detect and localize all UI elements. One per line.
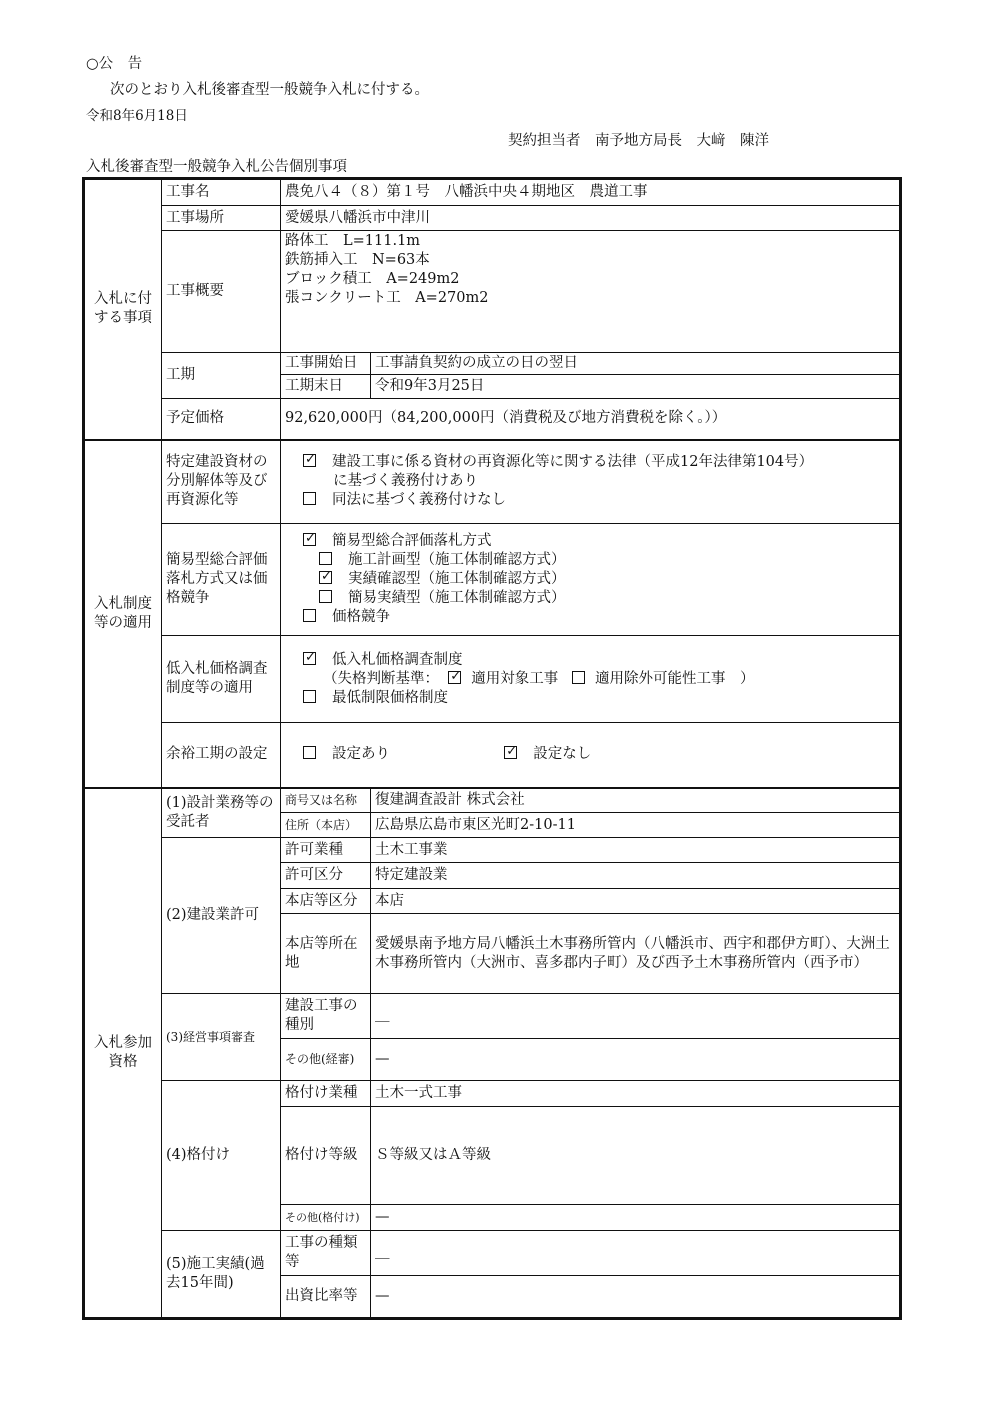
end-date-value: 令和9年3月25日 xyxy=(371,375,900,399)
rank-type-label: 格付け業種 xyxy=(281,1081,371,1107)
contract-officer: 契約担当者 南予地方局長 大﨑 陳洋 xyxy=(508,133,769,149)
eval-sub3-label: 簡易実績型（施工体制確認方式） xyxy=(348,590,566,606)
rank-type-value: 土木一式工事 xyxy=(371,1081,900,1107)
record-type-value: ＿ xyxy=(371,1231,900,1276)
low-sub-b-label: 適用除外可能性工事 ） xyxy=(595,670,755,687)
notice-intro: 次のとおり入札後審査型一般競争入札に付する。 xyxy=(110,82,429,98)
work-period-label: 工期 xyxy=(162,353,281,399)
designer-label: (1)設計業務等の受託者 xyxy=(162,788,281,838)
low-sub-a-label: 適用対象工事 xyxy=(471,670,559,687)
trade-name-label: 商号又は名称 xyxy=(281,788,371,813)
audit-other-value: — xyxy=(371,1039,900,1081)
notice-label: ○公 告 xyxy=(86,56,143,72)
address-value: 広島県広島市東区光町2-10-11 xyxy=(371,813,900,838)
work-place-label: 工事場所 xyxy=(162,206,281,231)
planned-price-label: 予定価格 xyxy=(162,399,281,440)
eval-sub2-label: 実績確認型（施工体制確認方式） xyxy=(348,571,566,587)
license-type-label: 許可業種 xyxy=(281,838,371,863)
eval-sub1-checkbox[interactable] xyxy=(319,552,332,565)
end-date-label: 工期末日 xyxy=(281,375,371,399)
audit-type-value: ＿ xyxy=(371,994,900,1039)
low-sub-a-checkbox[interactable] xyxy=(448,671,461,684)
low-sub-b-checkbox[interactable] xyxy=(572,671,585,684)
eval-sub1-label: 施工計画型（施工体制確認方式） xyxy=(348,552,566,568)
eval-opt1-checkbox[interactable] xyxy=(303,533,316,546)
start-date-value: 工事請負契約の成立の日の翌日 xyxy=(371,353,900,375)
recycle-opt1-checkbox[interactable] xyxy=(303,454,316,467)
summary-line: ブロック積工 A=249m2 xyxy=(285,271,460,287)
record-label: (5)施工実績(過去15年間) xyxy=(162,1231,281,1318)
rank-other-label: その他(格付け) xyxy=(281,1205,371,1231)
recycle-opt2-label: 同法に基づく義務付けなし xyxy=(332,492,506,509)
audit-label: (3)経営事項審査 xyxy=(162,994,281,1081)
rank-grade-label: 格付け等級 xyxy=(281,1107,371,1205)
recycle-options xyxy=(281,440,900,524)
record-type-label: 工事の種類等 xyxy=(281,1231,371,1276)
spare-opt1-label: 設定あり xyxy=(332,746,390,763)
work-name-label: 工事名 xyxy=(162,180,281,206)
audit-other-label: その他(経審) xyxy=(281,1039,371,1081)
low-opt2-label: 最低制限価格制度 xyxy=(332,689,448,706)
section-bid-items: 入札に付する事項 xyxy=(85,180,162,440)
spare-opt1-checkbox[interactable] xyxy=(303,746,316,759)
low-opt2-checkbox[interactable] xyxy=(303,690,316,703)
bid-details-table xyxy=(82,177,902,1320)
spare-opt2-label: 設定なし xyxy=(533,746,592,763)
work-place-value: 愛媛県八幡浜市中津川 xyxy=(281,206,900,231)
license-class-label: 許可区分 xyxy=(281,863,371,889)
eval-opt2-checkbox[interactable] xyxy=(303,609,316,622)
start-date-label: 工事開始日 xyxy=(281,353,371,375)
low-bid-options xyxy=(281,636,900,723)
rank-grade-value: Ｓ等級又はＡ等級 xyxy=(371,1107,900,1205)
table-title: 入札後審査型一般競争入札公告個別事項 xyxy=(86,159,347,175)
summary-line: 路体工 L=111.1m xyxy=(285,233,421,249)
rank-other-value: — xyxy=(371,1205,900,1231)
audit-type-label: 建設工事の種別 xyxy=(281,994,371,1039)
eval-sub3-checkbox[interactable] xyxy=(319,590,332,603)
recycle-opt1-label: 建設工事に係る資材の再資源化等に関する法律（平成12年法律第104号） xyxy=(332,454,814,471)
low-opt1-checkbox[interactable] xyxy=(303,652,316,665)
license-label: (2)建設業許可 xyxy=(162,838,281,994)
spare-opt2-checkbox[interactable] xyxy=(504,746,517,759)
eval-options xyxy=(281,524,900,636)
address-label: 住所（本店） xyxy=(281,813,371,838)
eval-sub2-checkbox[interactable] xyxy=(319,571,332,584)
eval-label: 簡易型総合評価落札方式又は価格競争 xyxy=(162,524,281,636)
recycle-opt2-checkbox[interactable] xyxy=(303,492,316,505)
section-qualifications: 入札参加資格 xyxy=(85,788,162,1318)
office-location-label: 本店等所在地 xyxy=(281,914,371,994)
spare-period-options xyxy=(281,723,900,788)
summary-line: 張コンクリート工 A=270m2 xyxy=(285,290,489,306)
office-class-label: 本店等区分 xyxy=(281,889,371,914)
license-class-value: 特定建設業 xyxy=(371,863,900,889)
recycle-label: 特定建設資材の分別解体等及び再資源化等 xyxy=(162,440,281,524)
spare-period-label: 余裕工期の設定 xyxy=(162,723,281,788)
low-opt1-label: 低入札価格調査制度 xyxy=(332,651,463,668)
rank-label: (4)格付け xyxy=(162,1081,281,1231)
trade-name-value: 復建調査設計 株式会社 xyxy=(371,788,900,813)
summary-line: 鉄筋挿入工 N=63本 xyxy=(285,252,430,268)
work-summary-label: 工事概要 xyxy=(162,231,281,353)
section-bid-system: 入札制度等の適用 xyxy=(85,440,162,788)
recycle-opt1-cont: に基づく義務付けあり xyxy=(333,473,478,490)
notice-date: 令和8年6月18日 xyxy=(86,108,188,124)
work-name-value: 農免八４（８）第１号 八幡浜中央４期地区 農道工事 xyxy=(281,180,900,206)
low-bid-label: 低入札価格調査制度等の適用 xyxy=(162,636,281,723)
work-summary-value xyxy=(281,231,900,353)
record-ratio-label: 出資比率等 xyxy=(281,1276,371,1318)
license-type-value: 土木工事業 xyxy=(371,838,900,863)
eval-opt2-label: 価格競争 xyxy=(332,609,390,625)
office-location-value: 愛媛県南予地方局八幡浜土木事務所管内（八幡浜市、西宇和郡伊方町）、大洲土木事務所管内（大洲市、喜多郡内子町）及び西予土木事務所管内（西予市） xyxy=(371,914,900,994)
planned-price-value: 92,620,000円（84,200,000円（消費税及び地方消費税を除く。）） xyxy=(281,399,900,440)
office-class-value: 本店 xyxy=(371,889,900,914)
low-sub-prefix: （失格判断基準： xyxy=(323,670,439,687)
eval-opt1-label: 簡易型総合評価落札方式 xyxy=(332,533,492,549)
record-ratio-value: — xyxy=(371,1276,900,1318)
